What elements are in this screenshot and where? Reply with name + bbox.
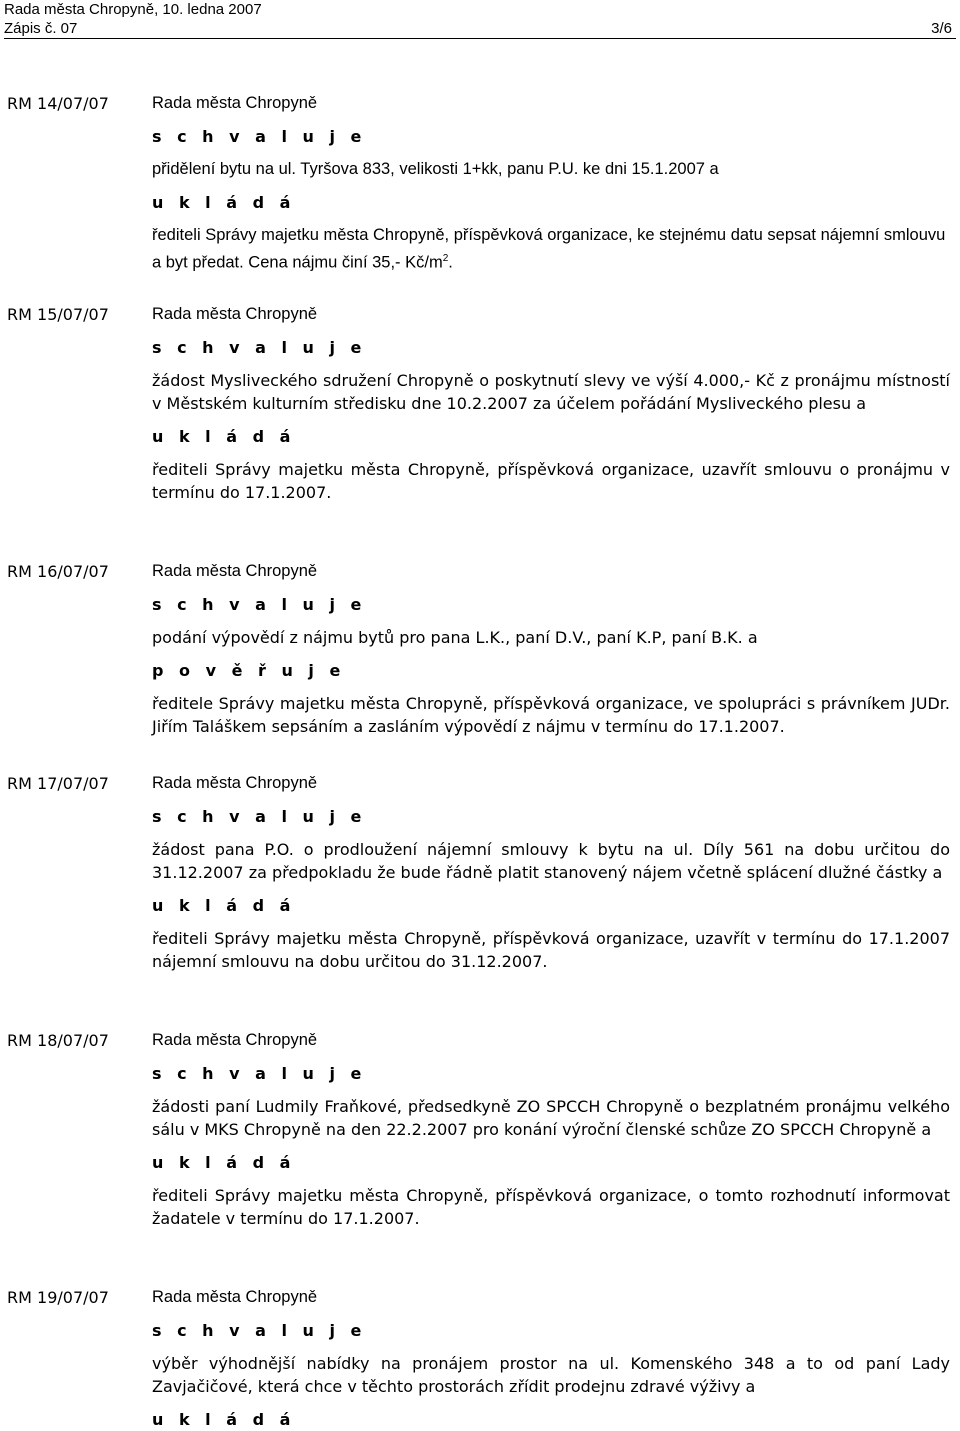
verb-orders: u k l á d á	[152, 896, 296, 915]
resolution-text: podání výpovědí z nájmu bytů pro pana L.K., paní D.V., paní K.P, paní B.K. a	[152, 628, 758, 647]
resolution-text: žádost pana P.O. o prodloužení nájemní smlouvy k bytu na ul. Díly 561 na dobu určitou do 31.12.2007 za předpokladu že bude řádně platit stanovený nájem včetně splácení dlužné částky a	[152, 840, 950, 882]
resolution-text: žádost Mysliveckého sdružení Chropyně o poskytnutí slevy ve výší 4.000,- Kč z pronájmu místností v Městském kulturním středisku dne 10.2.2007 za účelem pořádání Mysliveckého plesu a	[152, 371, 950, 413]
verb-entrusts: p o v ě ř u j e	[152, 661, 346, 680]
task-text: řediteli Správy majetku města Chropyně, příspěvková organizace, o tomto rozhodnutí informovat žadatele v termínu do 17.1.2007.	[152, 1186, 950, 1228]
verb-approves: s c h v a l u j e	[152, 807, 367, 826]
verb-approves: s c h v a l u j e	[152, 1064, 367, 1083]
task-text: řediteli Správy majetku města Chropyně, příspěvková organizace, ke stejnému datu sepsat nájemní smlouvu a byt předat. Cena nájmu činí 35,- $Kč/m^2$.	[152, 226, 946, 272]
council-name: Rada města Chropyně	[152, 562, 318, 580]
resolution-id: RM 18/07/07	[7, 1031, 109, 1050]
page-header	[4, 0, 956, 38]
resolution-text: výběr výhodnější nabídky na pronájem prostor na ul. Komenského 348 a to od paní Lady Zavjačičové, která chce v těchto prostorách zřídit prodejnu zdravé výživy a	[152, 1354, 950, 1396]
resolution-id: RM 15/07/07	[7, 305, 109, 324]
council-name: Rada města Chropyně	[152, 1031, 318, 1049]
verb-approves: s c h v a l u j e	[152, 127, 367, 146]
header-line-2	[4, 19, 956, 38]
header-divider	[4, 38, 956, 39]
task-text: ředitele Správy majetku města Chropyně, příspěvková organizace, ve spolupráci s právníkem JUDr. Jiřím Taláškem sepsáním a zasláním výpovědí z nájmu v termínu do 17.1.2007.	[152, 694, 950, 736]
council-name: Rada města Chropyně	[152, 305, 318, 323]
verb-orders: u k l á d á	[152, 427, 296, 446]
resolution-text: žádosti paní Ludmily Fraňkové, předsedkyně ZO SPCCH Chropyně o bezplatném pronájmu velkého sálu v MKS Chropyně na den 22.2.2007 pro konání výroční členské schůze ZO SPCCH Chropyně a	[152, 1097, 950, 1139]
verb-approves: s c h v a l u j e	[152, 595, 367, 614]
verb-approves: s c h v a l u j e	[152, 1321, 367, 1340]
task-text: řediteli Správy majetku města Chropyně, příspěvková organizace, uzavřít v termínu do 17.1.2007 nájemní smlouvu na dobu určitou do 31.12.2007.	[152, 929, 950, 971]
resolution-id: RM 19/07/07	[7, 1288, 109, 1307]
header-line-1	[4, 0, 956, 19]
verb-approves: s c h v a l u j e	[152, 338, 367, 357]
resolution-id: RM 14/07/07	[7, 94, 109, 113]
verb-orders: u k l á d á	[152, 1153, 296, 1172]
council-name: Rada města Chropyně	[152, 774, 318, 792]
page-number: 3/6	[931, 20, 952, 37]
resolution-id: RM 17/07/07	[7, 774, 109, 793]
verb-orders: u k l á d á	[152, 1410, 296, 1429]
council-name: Rada města Chropyně	[152, 94, 318, 112]
task-text: řediteli Správy majetku města Chropyně, příspěvková organizace, uzavřít smlouvu o pronájmu v termínu do 17.1.2007.	[152, 460, 950, 502]
resolution-id: RM 16/07/07	[7, 562, 109, 581]
verb-orders: u k l á d á	[152, 193, 296, 212]
resolution-text: přidělení bytu na ul. Tyršova 833, velikosti 1+kk, panu P.U. ke dni 15.1.2007 a	[152, 160, 719, 178]
header-title: Rada města Chropyně, 10. ledna 2007	[4, 1, 262, 18]
minutes-number: Zápis č. 07	[4, 20, 78, 37]
council-name: Rada města Chropyně	[152, 1288, 318, 1306]
